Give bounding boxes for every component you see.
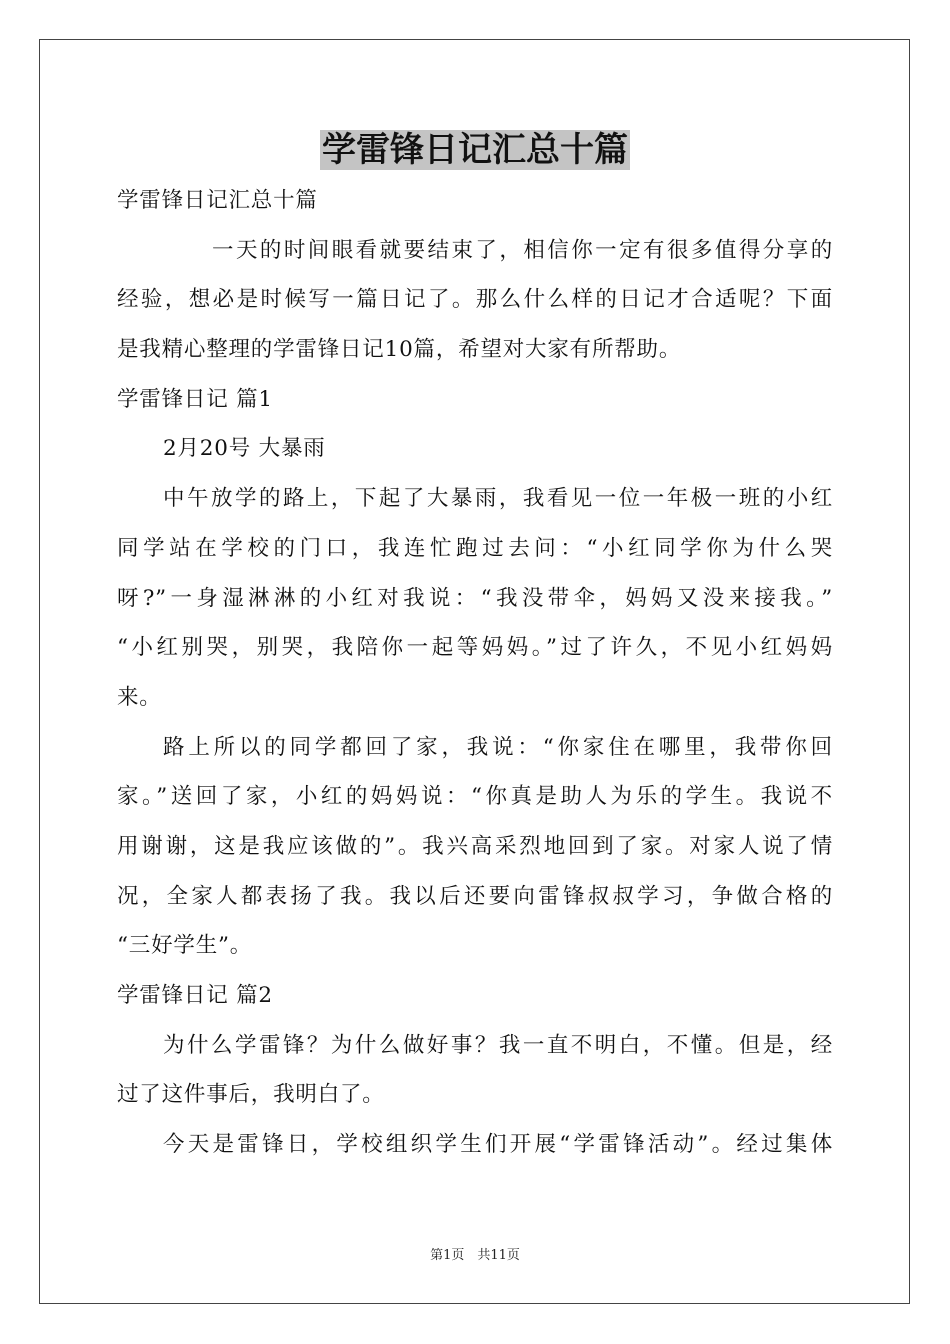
text-line: 一天的时间眼看就要结束了，相信你一定有很多值得分享的 [212,237,833,263]
text-line: 来。 [117,684,162,710]
text-line: 呀?”一身湿淋淋的小红对我说：“我没带伞，妈妈又没来接我。” [117,585,833,611]
document-body [117,176,833,1170]
text-line: 用谢谢，这是我应该做的”。我兴高采烈地回到了家。对家人说了情 [117,833,833,859]
text-line: “三好学生”。 [117,933,253,959]
text-line: 是我精心整理的学雷锋日记10篇，希望对大家有所帮助。 [117,337,682,363]
text-line: 学雷锋日记 篇1 [117,386,273,412]
document-title [0,126,950,174]
text-line: 路上所以的同学都回了家，我说：“你家住在哪里，我带你回 [163,734,833,760]
text-line: 况，全家人都表扬了我。我以后还要向雷锋叔叔学习，争做合格的 [117,883,833,909]
text-line: 学雷锋日记 篇2 [117,983,273,1008]
page-footer: 第1页 共11页 [430,1248,520,1263]
text-line: 学雷锋日记汇总十篇 [117,188,318,213]
text-line: 过了这件事后，我明白了。 [117,1082,385,1108]
text-line: 中午放学的路上，下起了大暴雨，我看见一位一年极一班的小红 [163,486,833,512]
text-line: “小红别哭，别哭，我陪你一起等妈妈。”过了许久，不见小红妈妈 [117,635,833,661]
text-line: 今天是雷锋日，学校组织学生们开展“学雷锋活动”。经过集体 [163,1132,833,1158]
document-title-text: 学雷锋日记汇总十篇 [322,130,628,170]
text-line: 经验，想必是时候写一篇日记了。那么什么样的日记才合适呢？下面 [117,287,833,313]
text-line: 家。”送回了家，小红的妈妈说：“你真是助人为乐的学生。我说不 [117,784,833,810]
text-line: 2月20号 大暴雨 [163,436,326,462]
text-line: 同学站在学校的门口，我连忙跑过去问：“小红同学你为什么哭 [117,535,833,561]
text-line: 为什么学雷锋？为什么做好事？我一直不明白，不懂。但是，经 [163,1032,833,1058]
